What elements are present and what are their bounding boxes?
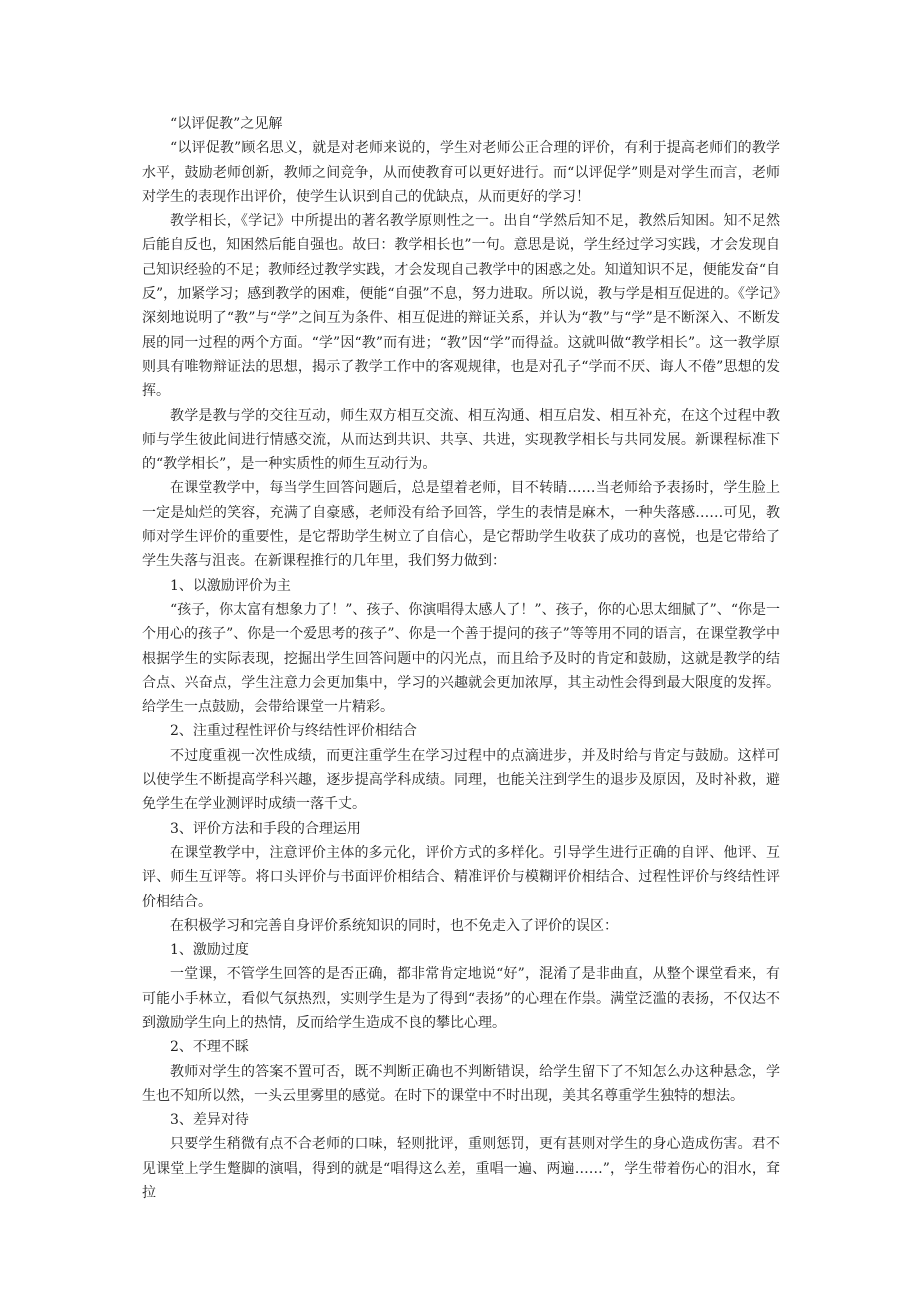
- paragraph: “孩子，你太富有想象力了！”、孩子、你演唱得太感人了！”、孩子，你的心思太细腻了”、“你是一个用心的孩子”、你是一个爱思考的孩子”、你是一个善于提问的孩子”等等用不同的语言，在课堂教学中根据学生的实际表现，挖掘出学生回答问题中的闪光点，而且给予及时的肯定和鼓励，这就是教学的结合点、兴奋点，学生注意力会更加集中，学习的兴趣就会更加浓厚，其主动性会得到最大限度的发挥。给学生一点鼓励，会带给课堂一片精彩。: [142, 601, 780, 716]
- section-heading: 1、以激励评价为主: [170, 577, 291, 594]
- paragraph: 教学相长，《学记》中所提出的著名教学原则性之一。出自“学然后知不足，教然后知困。知不足然后能自反也，知困然后能自强也。故曰：教学相长也”一句。意思是说，学生经过学习实践，才会发现自己知识经验的不足；教师经过教学实践，才会发现自己教学中的困惑之处。知道知识不足，便能发奋“自反”，加紧学习；感到教学的困难，便能“自强”不息，努力进取。所以说，教与学是相互促进的。《学记》深刻地说明了“教”与“学”之间互为条件、相互促进的辩证关系，并认为“教”与“学”是不断深入、不断发展的同一过程的两个方面。“学”因“教”而有进；“教”因“学”而得益。这就叫做“教学相长”。这一教学原则具有唯物辩证法的思想，揭示了教学工作中的客观规律，也是对孔子“学而不厌、诲人不倦”思想的发挥。: [142, 213, 780, 400]
- document-title: “以评促教”之见解: [170, 116, 283, 132]
- paragraph: 在课堂教学中，每当学生回答问题后，总是望着老师，目不转睛……当老师给予表扬时，学生脸上一定是灿烂的笑容，充满了自豪感，老师没有给予回答，学生的表情是麻木，一种失落感……可见，教师对学生评价的重要性，是它帮助学生树立了自信心，是它帮助学生收获了成功的喜悦，也是它带给了学生失落与沮丧。在新课程推行的几年里，我们努力做到：: [142, 480, 780, 570]
- paragraph: 只要学生稍微有点不合老师的口味，轻则批评，重则惩罚，更有甚则对学生的身心造成伤害。君不见课堂上学生蹩脚的演唱，得到的就是“唱得这么差，重唱一遍、两遍……”，学生带着伤心的泪水，耷拉: [142, 1136, 780, 1202]
- paragraph: 在积极学习和完善自身评价系统知识的同时，也不免走入了评价的误区：: [170, 917, 618, 934]
- section-heading: 1、激励过度: [170, 942, 249, 959]
- paragraph: 教学是教与学的交往互动，师生双方相互交流、相互沟通、相互启发、相互补充，在这个过程中教师与学生彼此间进行情感交流，从而达到共识、共享、共进，实现教学相长与共同发展。新课程标准下的“教学相长”，是一种实质性的师生互动行为。: [142, 407, 780, 473]
- paragraph: “以评促教”顾名思义，就是对老师来说的，学生对老师公正合理的评价，有利于提高老师们的教学水平，鼓励老师创新，教师之间竞争，从而使教育可以更好进行。而“以评促学”则是对学生而言，老师对学生的表现作出评价，使学生认识到自己的优缺点，从而更好的学习！: [142, 140, 780, 205]
- section-heading: 3、差异对待: [170, 1112, 249, 1129]
- paragraph: 教师对学生的答案不置可否，既不判断正确也不判断错误，给学生留下了不知怎么办这种悬念，学生也不知所以然，一头云里雾里的感觉。在时下的课堂中不时出现，美其名尊重学生独特的想法。: [142, 1063, 780, 1104]
- paragraph: 一堂课，不管学生回答的是否正确，都非常肯定地说“好”，混淆了是非曲直，从整个课堂看来，有可能小手林立，看似气氛热烈，实则学生是为了得到“表扬”的心理在作祟。满堂泛滥的表扬，不仅达不到激励学生向上的热情，反而给学生造成不良的攀比心理。: [142, 966, 780, 1031]
- section-heading: 2、注重过程性评价与终结性评价相结合: [170, 723, 417, 740]
- document-page: [142, 112, 780, 1205]
- paragraph: 不过度重视一次性成绩，而更注重学生在学习过程中的点滴进步，并及时给与肯定与鼓励。这样可以使学生不断提高学科兴趣，逐步提高学科成绩。同理，也能关注到学生的退步及原因，及时补救，避免学生在学业测评时成绩一落千丈。: [142, 747, 780, 813]
- section-heading: 3、评价方法和手段的合理运用: [170, 820, 361, 837]
- section-heading: 2、不理不睬: [170, 1039, 249, 1056]
- paragraph: 在课堂教学中，注意评价主体的多元化，评价方式的多样化。引导学生进行正确的自评、他评、互评、师生互评等。将口头评价与书面评价相结合、精准评价与模糊评价相结合、过程性评价与终结性评价相结合。: [142, 844, 780, 910]
